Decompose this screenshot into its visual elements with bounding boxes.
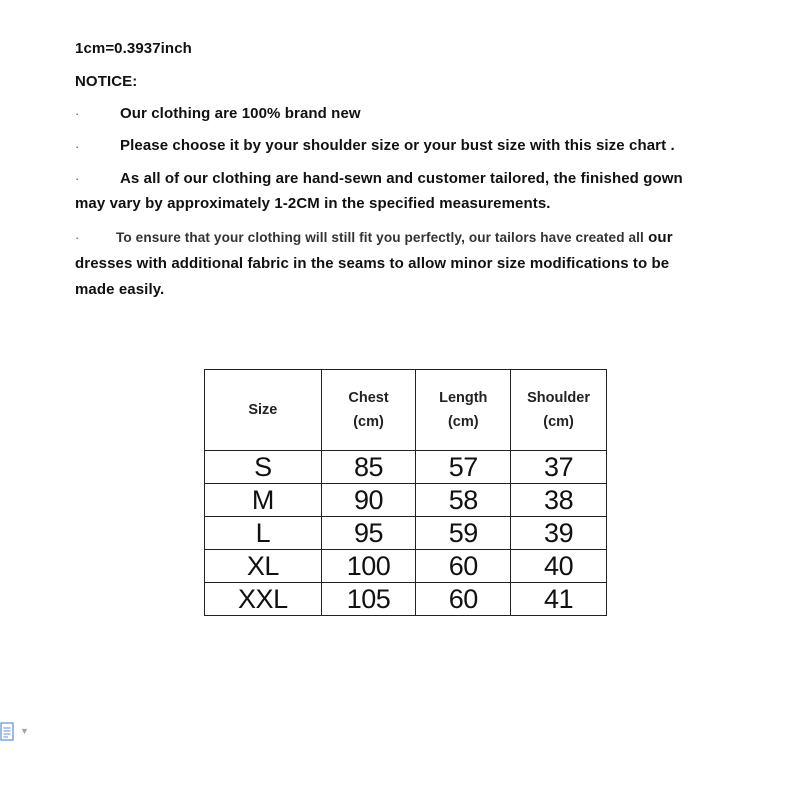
header-size: Size [205, 370, 322, 451]
cell-size: M [205, 484, 322, 517]
notice-item-3-line-2: may vary by approximately 1-2CM in the specified measurements. [75, 195, 551, 212]
cell-shoulder: 39 [511, 517, 607, 550]
document-icon[interactable] [0, 722, 14, 742]
table-row [205, 484, 607, 517]
size-table [204, 369, 607, 616]
cell-shoulder: 41 [511, 583, 607, 616]
cell-length: 60 [416, 550, 511, 583]
table-row [205, 550, 607, 583]
cell-shoulder: 37 [511, 451, 607, 484]
cell-size: XL [205, 550, 322, 583]
notice-item-1: Our clothing are 100% brand new [120, 105, 361, 122]
table-row [205, 583, 607, 616]
cell-length: 57 [416, 451, 511, 484]
table-row [205, 451, 607, 484]
bullet-4: · [75, 230, 80, 245]
bullet-3: · [75, 171, 80, 186]
notice-title: NOTICE: [75, 73, 138, 90]
notice-item-4-line-1 [116, 229, 673, 246]
chevron-down-icon[interactable]: ▼ [20, 726, 29, 736]
cell-length: 59 [416, 517, 511, 550]
notice-item-2: Please choose it by your shoulder size or your bust size with this size chart . [120, 137, 675, 154]
cell-chest: 100 [321, 550, 416, 583]
table-header-row [205, 370, 607, 451]
notice-item-3-line-1: As all of our clothing are hand-sewn and customer tailored, the finished gown [120, 170, 683, 187]
cell-chest: 105 [321, 583, 416, 616]
notice-item-4-line-3: made easily. [75, 281, 165, 298]
notice-item-4-tail: our [648, 229, 673, 246]
cell-size: S [205, 451, 322, 484]
cell-size: L [205, 517, 322, 550]
cell-shoulder: 40 [511, 550, 607, 583]
bullet-1: · [75, 106, 80, 121]
cell-chest: 95 [321, 517, 416, 550]
cell-length: 60 [416, 583, 511, 616]
size-table-container [204, 369, 607, 616]
cell-chest: 90 [321, 484, 416, 517]
cell-size: XXL [205, 583, 322, 616]
conversion-note: 1cm=0.3937inch [75, 40, 192, 57]
notice-item-4-lead: To ensure that your clothing will still fit you perfectly, our tailors have created all [116, 230, 644, 245]
header-chest: Chest (cm) [321, 370, 416, 451]
bullet-2: · [75, 139, 80, 154]
cell-length: 58 [416, 484, 511, 517]
cell-chest: 85 [321, 451, 416, 484]
header-shoulder: Shoulder (cm) [511, 370, 607, 451]
header-length: Length (cm) [416, 370, 511, 451]
cell-shoulder: 38 [511, 484, 607, 517]
notice-item-4-line-2: dresses with additional fabric in the seams to allow minor size modifications to be [75, 255, 670, 272]
table-row [205, 517, 607, 550]
